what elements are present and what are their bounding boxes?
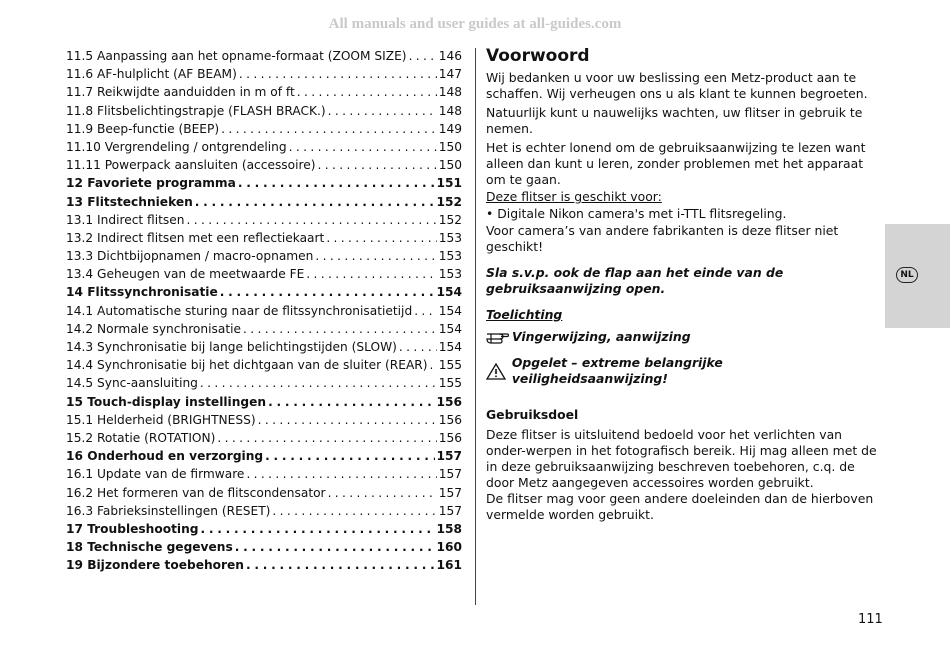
toc-entry-page: 154 [436, 285, 462, 300]
toc-leader-dots [235, 538, 435, 556]
toc-entry-title: 14.5 Sync-aansluiting [66, 376, 198, 391]
toc-entry-title: 16.2 Het formeren van de flitscondensator [66, 485, 326, 500]
toc-entry [66, 47, 462, 65]
toc-entry [66, 302, 462, 320]
toc-entry-title: 17 Troubleshooting [66, 521, 199, 536]
toc-entry-page: 153 [438, 249, 462, 264]
usage-paragraph: Deze flitser is uitsluitend bedoeld voor het verlichten van onder-werpen in het fotografisch bereik. Hij mag alleen met de in deze gebruiksaanwijzing beschreven toebehoren, c.q. de door Metz aangegeven accessoires worden gebruikt. [486, 427, 877, 490]
toc-leader-dots [297, 83, 437, 101]
toc-entry-page: 156 [438, 412, 462, 427]
foreword-paragraph: Natuurlijk kunt u nauwelijks wachten, uw flitser in gebruik te nemen. [486, 105, 863, 136]
toc-entry-title: 16.3 Fabrieksinstellingen (RESET) [66, 503, 271, 518]
toc-entry-title: 15.1 Helderheid (BRIGHTNESS) [66, 412, 256, 427]
toc-leader-dots [195, 193, 435, 211]
toc-entry-title: 11.6 AF-hulplicht (AF BEAM) [66, 67, 237, 82]
toc-entry [66, 102, 462, 120]
toc-leader-dots [243, 320, 437, 338]
toc-leader-dots [328, 484, 437, 502]
toc-entry-page: 149 [438, 121, 462, 136]
toc-entry-title: 16.1 Update van de firmware [66, 467, 245, 482]
toc-entry [66, 411, 462, 429]
toc-leader-dots [414, 302, 437, 320]
toc-entry-title: 11.7 Reikwijdte aanduidden in m of ft [66, 85, 295, 100]
toc-entry-page: 157 [436, 449, 462, 464]
toc-entry-title: 14.1 Automatische sturing naar de flitssynchronisatietijd [66, 303, 413, 318]
toc-entry-page: 157 [438, 503, 462, 518]
toc-entry-title: 11.9 Beep-functie (BEEP) [66, 121, 220, 136]
toc-entry [66, 484, 462, 502]
toc-entry-page: 154 [438, 340, 462, 354]
toc-leader-dots [318, 156, 437, 174]
toc-entry-page: 157 [438, 485, 462, 500]
toc-leader-dots [268, 393, 434, 411]
toc-entry-title: 13.3 Dichtbijopnamen / macro-opnamen [66, 249, 314, 264]
toc-entry [66, 211, 462, 229]
toc-entry-title: 11.10 Vergrendeling / ontgrendeling [66, 139, 287, 154]
toc-leader-dots [221, 120, 437, 138]
toc-leader-dots [328, 102, 437, 120]
toc-leader-dots [246, 465, 436, 483]
column-divider [475, 48, 476, 605]
toc-leader-dots [239, 65, 437, 83]
toc-leader-dots [246, 556, 435, 574]
toc-entry-title: 16 Onderhoud en verzorging [66, 449, 264, 464]
toc-entry-page: 160 [436, 540, 462, 555]
toc-entry-page: 156 [438, 430, 462, 445]
toc-entry-page: 146 [438, 49, 462, 63]
toc-leader-dots [289, 138, 437, 156]
toc-entry [66, 283, 462, 301]
toc-entry [66, 320, 462, 338]
toc-entry [66, 193, 462, 211]
toc-entry [66, 538, 462, 556]
foreword-paragraph: Het is echter lonend om de gebruiksaanwijzing te lezen want alleen dan kunt u leren, zonder problemen met het apparaat om te gaan. [486, 140, 866, 187]
usage-paragraph: De flitser mag voor geen andere doeleinden dan de hierboven vermelde worden gebruikt. [486, 491, 874, 522]
toc-entry [66, 338, 462, 356]
toc-leader-dots [272, 502, 436, 520]
toc-entry-page: 158 [436, 521, 462, 536]
toc-leader-dots [217, 429, 436, 447]
foreword-heading: Voorwoord [486, 46, 590, 66]
suitable-item: • Digitale Nikon camera's met i-TTL flitsregeling. [486, 206, 787, 221]
toc-entry-title: 14.2 Normale synchronisatie [66, 321, 241, 336]
toc-entry-title: 19 Bijzondere toebehoren [66, 558, 244, 573]
toc-entry [66, 520, 462, 538]
toc-leader-dots [326, 229, 436, 247]
suitable-heading: Deze flitser is geschikt voor: [486, 189, 662, 204]
toc-entry-title: 14.4 Synchronisatie bij het dichtgaan van de sluiter (REAR) [66, 358, 428, 373]
toc-entry [66, 265, 462, 283]
toc-entry [66, 229, 462, 247]
toc-entry [66, 429, 462, 447]
toc-entry [66, 374, 462, 392]
toc-entry-page: 150 [438, 158, 462, 173]
usage-heading: Gebruiksdoel [486, 407, 579, 422]
toc-leader-dots [399, 338, 437, 356]
toc-leader-dots [306, 265, 436, 283]
toc-entry-page: 154 [438, 303, 462, 318]
toc-entry-title: 11.8 Flitsbelichtingstrapje (FLASH BRACK.) [66, 103, 326, 118]
toc-leader-dots [430, 356, 437, 374]
toc-entry [66, 465, 462, 483]
toc-entry-title: 15 Touch-display instellingen [66, 394, 267, 409]
legend-warning [486, 355, 881, 387]
toc-entry-title: 12 Favoriete programma [66, 176, 236, 191]
pointing-hand-icon [486, 329, 512, 345]
toc-entry-page: 147 [438, 67, 462, 82]
toc-entry [66, 83, 462, 101]
legend-hint [486, 329, 881, 345]
toc-entry-title: 11.5 Aanpassing aan het opname-formaat (ZOOM SIZE) [66, 49, 407, 63]
toc-entry-page: 161 [436, 558, 462, 573]
foreword-paragraph: Wij bedanken u voor uw beslissing een Metz-product aan te schaffen. Wij verheugen ons u als klant te kunnen begroeten. [486, 70, 868, 101]
toc-entry [66, 120, 462, 138]
not-suitable-note: Voor camera’s van andere fabrikanten is deze flitser niet geschikt! [486, 223, 839, 254]
toc-entry-page: 151 [436, 176, 462, 191]
toc-leader-dots [409, 47, 437, 65]
table-of-contents [66, 47, 462, 574]
toc-entry-title: 18 Technische gegevens [66, 540, 233, 555]
flap-note: Sla s.v.p. ook de flap aan het einde van de gebruiksaanwijzing open. [486, 265, 784, 296]
foreword-column [486, 46, 881, 526]
toc-leader-dots [258, 411, 437, 429]
legend-hint-label: Vingerwijzing, aanwijzing [512, 329, 691, 344]
toc-entry-page: 157 [438, 467, 462, 482]
toc-leader-dots [200, 520, 434, 538]
language-badge: NL [896, 267, 918, 283]
toc-entry-title: 13 Flitstechnieken [66, 194, 193, 209]
toc-entry [66, 138, 462, 156]
toc-entry-page: 155 [438, 376, 462, 391]
toc-entry-page: 148 [438, 85, 462, 100]
toc-entry [66, 393, 462, 411]
toc-entry [66, 156, 462, 174]
toc-entry-page: 154 [438, 321, 462, 336]
toc-entry-title: 13.4 Geheugen van de meetwaarde FE [66, 267, 305, 282]
toc-entry-page: 152 [438, 212, 462, 227]
toc-entry-title: 11.11 Powerpack aansluiten (accessoire) [66, 158, 316, 173]
toc-leader-dots [315, 247, 436, 265]
page-number: 111 [858, 612, 883, 627]
toc-entry [66, 247, 462, 265]
toc-entry-page: 153 [438, 267, 462, 282]
toc-entry-title: 13.2 Indirect flitsen met een reflectiekaart [66, 230, 325, 245]
watermark: All manuals and user guides at all-guides.com [328, 16, 622, 32]
toc-entry-page: 152 [436, 194, 462, 209]
toc-entry-page: 156 [436, 394, 462, 409]
warning-icon [486, 363, 512, 380]
toc-entry [66, 556, 462, 574]
toc-entry-title: 13.1 Indirect flitsen [66, 212, 185, 227]
toc-entry-title: 15.2 Rotatie (ROTATION) [66, 430, 216, 445]
toc-entry-page: 148 [438, 103, 462, 118]
toc-leader-dots [200, 374, 437, 392]
toc-entry-title: 14.3 Synchronisatie bij lange belichtingstijden (SLOW) [66, 340, 397, 354]
toc-leader-dots [186, 211, 436, 229]
toc-entry-title: 14 Flitssynchronisatie [66, 285, 218, 300]
toc-leader-dots [265, 447, 434, 465]
toc-entry [66, 174, 462, 192]
toc-entry-page: 150 [438, 139, 462, 154]
toc-entry [66, 447, 462, 465]
legend-heading: Toelichting [486, 307, 563, 322]
toc-leader-dots [238, 174, 435, 192]
toc-leader-dots [220, 283, 435, 301]
legend-warning-label: Opgelet – extreme belangrijke veiligheidsaanwijzing! [511, 355, 723, 386]
toc-entry [66, 65, 462, 83]
toc-entry-page: 153 [438, 230, 462, 245]
toc-entry [66, 502, 462, 520]
toc-entry [66, 356, 462, 374]
toc-entry-page: 155 [438, 358, 462, 373]
